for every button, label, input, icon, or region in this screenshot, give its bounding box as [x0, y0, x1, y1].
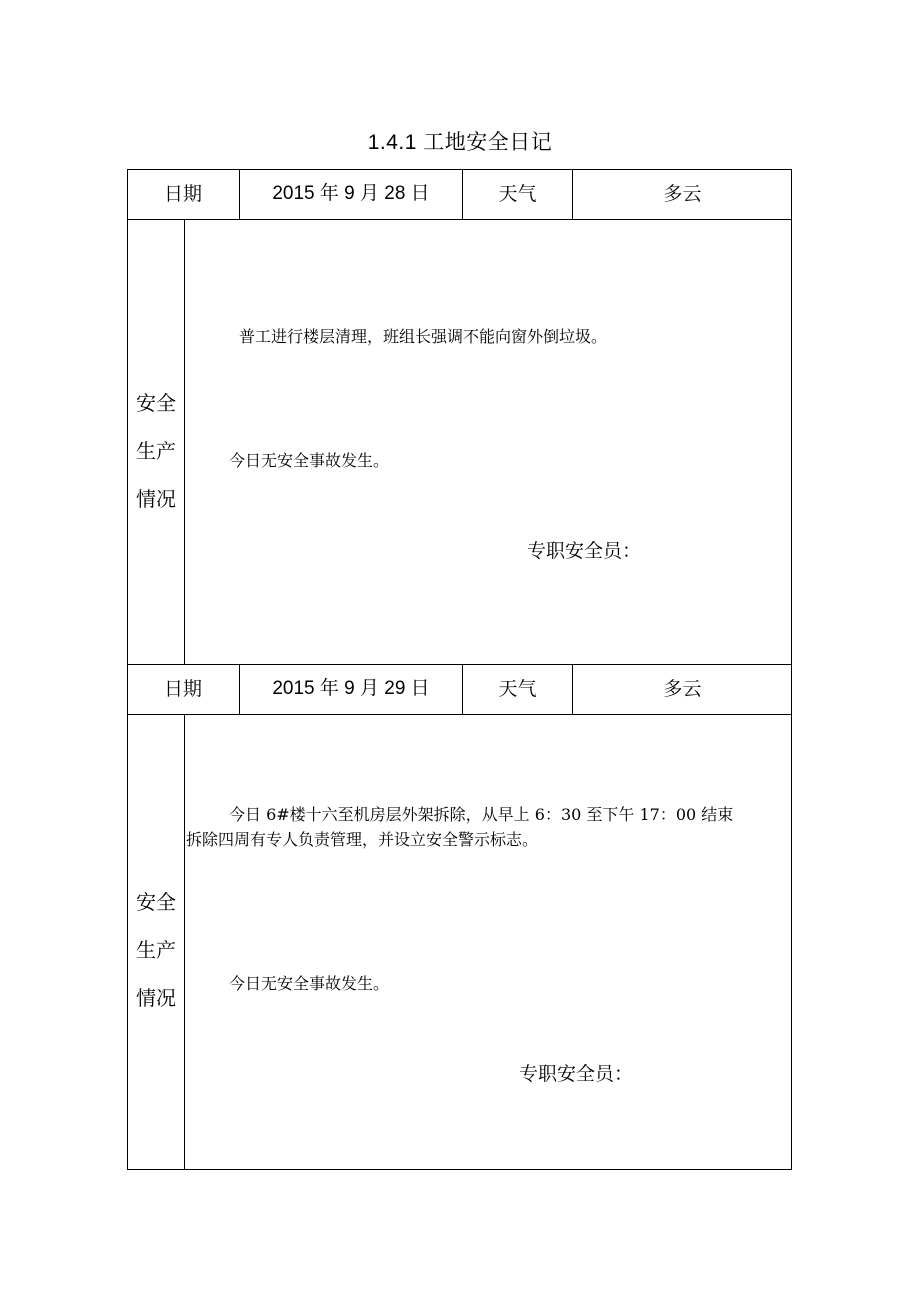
log-paragraph: 今日 6#楼十六至机房层外架拆除，从早上 6：30 至下午 17：00 结束	[229, 805, 734, 824]
weather-value: 多云	[663, 183, 702, 205]
section-label	[128, 379, 184, 523]
section-label-line: 安全	[136, 890, 176, 914]
date-value: 2015 年 9 月 29 日	[272, 678, 430, 699]
row-divider	[127, 664, 792, 665]
row-divider	[127, 219, 792, 220]
section-label-line: 情况	[136, 986, 176, 1010]
column-divider	[184, 714, 185, 1170]
safety-officer-signature: 专职安全员：	[527, 540, 642, 562]
date-value: 2015 年 9 月 28 日	[272, 183, 430, 204]
section-label-line: 情况	[136, 487, 176, 511]
weather-value: 多云	[663, 678, 702, 700]
weather-label: 天气	[498, 183, 537, 205]
section-label-line: 生产	[136, 439, 176, 463]
weather-label: 天气	[498, 678, 537, 700]
safety-log-table	[127, 169, 792, 1170]
section-label-line: 安全	[136, 391, 176, 415]
section-label	[128, 878, 184, 1022]
log-paragraph: 拆除四周有专人负责管理，并设立安全警示标志。	[186, 830, 539, 849]
log-paragraph: 普工进行楼层清理，班组长强调不能向窗外倒垃圾。	[239, 327, 608, 346]
column-divider	[184, 219, 185, 664]
date-label: 日期	[163, 183, 202, 205]
log-paragraph: 今日无安全事故发生。	[229, 974, 390, 993]
section-label-line: 生产	[136, 938, 176, 962]
row-divider	[127, 714, 792, 715]
safety-officer-signature: 专职安全员：	[519, 1063, 634, 1085]
document-title: 1.4.1 工地安全日记	[367, 131, 553, 154]
log-paragraph: 今日无安全事故发生。	[229, 451, 390, 470]
date-label: 日期	[163, 678, 202, 700]
